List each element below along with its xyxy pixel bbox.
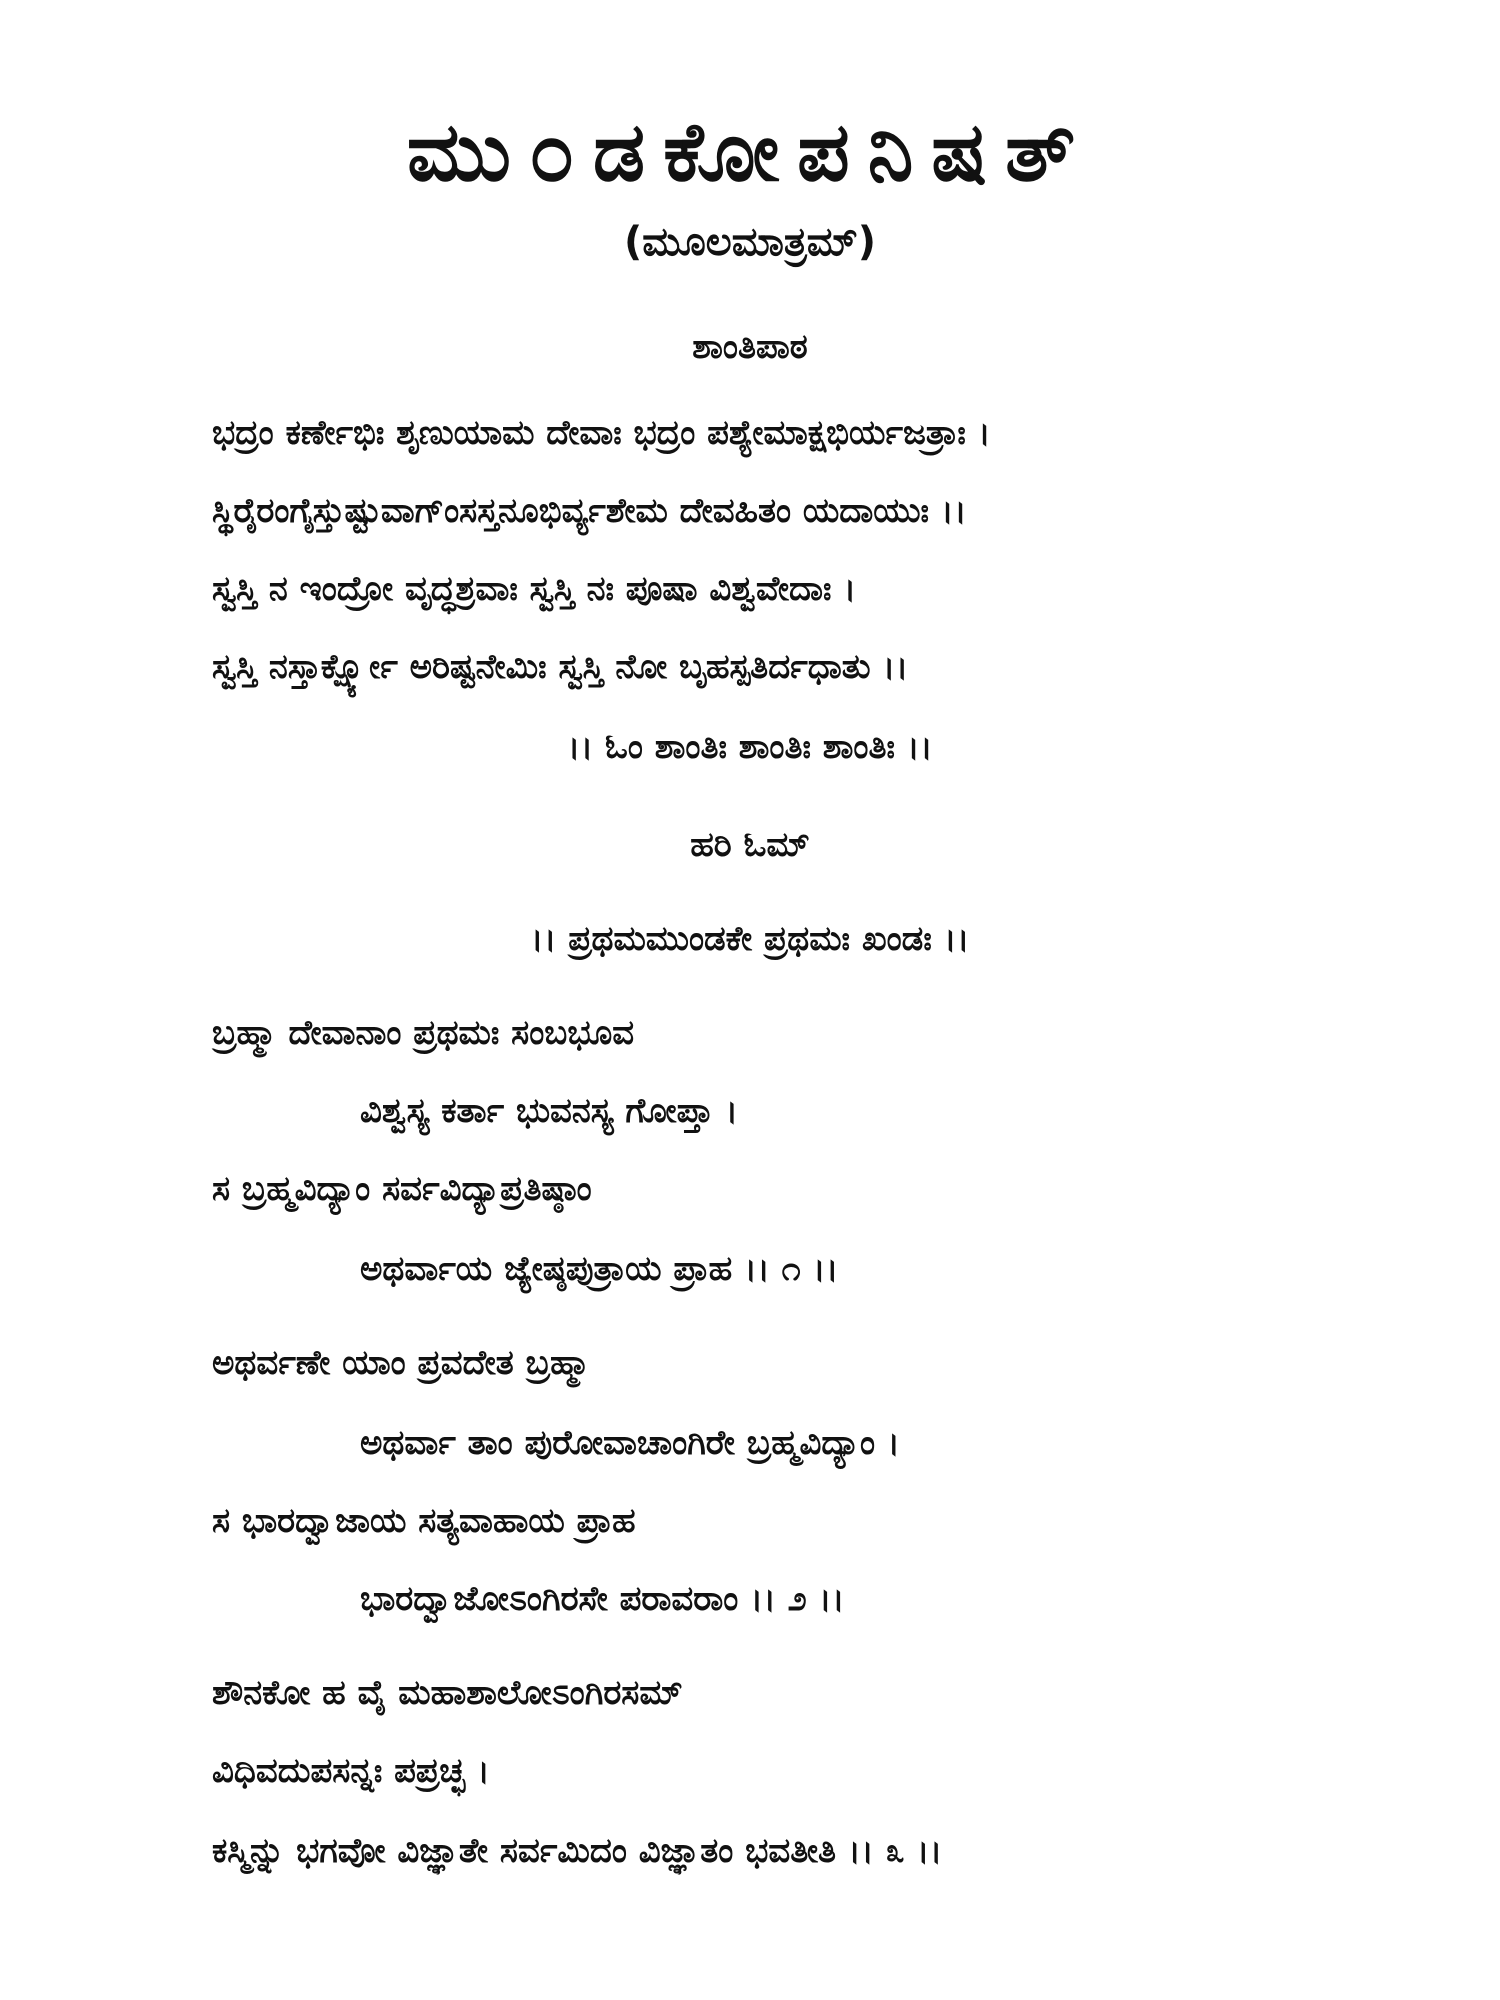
- verse-line: ವಿಶ್ವಸ್ಯ ಕರ್ತಾ ಭುವನಸ್ಯ ಗೋಪ್ತಾ ।: [360, 1091, 739, 1131]
- verse-line: ಅಥರ್ವಾಯ ಜ್ಯೇಷ್ಠಪುತ್ರಾಯ ಪ್ರಾಹ ।। ೧ ।।: [360, 1249, 839, 1289]
- shantipatha-line: ಸ್ವಸ್ತಿ ನ ಇಂದ್ರೋ ವೃದ್ಧಶ್ರವಾಃ ಸ್ವಸ್ತಿ ನಃ ಪೂಷಾ ವಿಶ್ವವೇದಾಃ ।: [212, 569, 857, 609]
- shanti-mantra: ।। ಓಂ ಶಾಂತಿಃ ಶಾಂತಿಃ ಶಾಂತಿಃ ।।: [567, 727, 933, 767]
- shantipatha-line: ಸ್ಥಿರೈರಂಗೈಸ್ತುಷ್ಟುವಾಗ್ಂಸಸ್ತನೂಭಿರ್ವ್ಯಶೇಮ ದೇವಹಿತಂ ಯದಾಯುಃ ।।: [212, 491, 967, 531]
- shantipatha-heading: ಶಾಂತಿಪಾಠ: [692, 327, 808, 367]
- shantipatha-line: ಸ್ವಸ್ತಿ ನಸ್ತಾರ್ಕ್ಷ್ಯೋ ಅರಿಷ್ಟನೇಮಿಃ ಸ್ವಸ್ತಿ ನೋ ಬೃಹಸ್ಪತಿರ್ದಧಾತು ।।: [212, 647, 909, 687]
- document-title: ಮು೦ಡಕೋಪನಿಷತ್: [406, 105, 1094, 200]
- verse-line: ಬ್ರಹ್ಮಾ ದೇವಾನಾಂ ಪ್ರಥಮಃ ಸಂಬಭೂವ: [212, 1013, 635, 1053]
- section-heading: ।। ಪ್ರಥಮಮುಂಡಕೇ ಪ್ರಥಮಃ ಖಂಡಃ ।।: [530, 919, 970, 959]
- hari-om-heading: ಹರಿ ಓಮ್: [690, 825, 810, 865]
- verse-line: ವಿಧಿವದುಪಸನ್ನಃ ಪಪ್ರಚ್ಛ ।: [212, 1751, 490, 1791]
- verse-line: ಕಸ್ಮಿನ್ನು ಭಗವೋ ವಿಜ್ಞಾತೇ ಸರ್ವಮಿದಂ ವಿಜ್ಞಾತಂ ಭವತೀತಿ ।। ೩ ।।: [212, 1831, 943, 1871]
- verse-line: ಅಥರ್ವಣೇ ಯಾಂ ಪ್ರವದೇತ ಬ್ರಹ್ಮಾ: [212, 1343, 591, 1383]
- verse-line: ಶೌನಕೋ ಹ ವೈ ಮಹಾಶಾಲೋಽಂಗಿರಸಮ್: [212, 1673, 683, 1713]
- verse-line: ಭಾರದ್ವಾಜೋಽಂಗಿರಸೇ ಪರಾವರಾಂ ।। ೨ ।।: [360, 1579, 845, 1619]
- verse-line: ಸ ಬ್ರಹ್ಮವಿದ್ಯಾಂ ಸರ್ವವಿದ್ಯಾಪ್ರತಿಷ್ಠಾಂ: [212, 1169, 592, 1209]
- verse-line: ಸ ಭಾರದ್ವಾಜಾಯ ಸತ್ಯವಾಹಾಯ ಪ್ರಾಹ: [212, 1501, 636, 1541]
- document-subtitle: (ಮೂಲಮಾತ್ರಮ್): [623, 219, 877, 265]
- verse-line: ಅಥರ್ವಾ ತಾಂ ಪುರೋವಾಚಾಂಗಿರೇ ಬ್ರಹ್ಮವಿದ್ಯಾಂ ।: [360, 1423, 900, 1463]
- shantipatha-line: ಭದ್ರಂ ಕರ್ಣೇಭಿಃ ಶೃಣುಯಾಮ ದೇವಾಃ ಭದ್ರಂ ಪಶ್ಯೇಮಾಕ್ಷಭಿರ್ಯಜತ್ರಾಃ ।: [212, 413, 991, 453]
